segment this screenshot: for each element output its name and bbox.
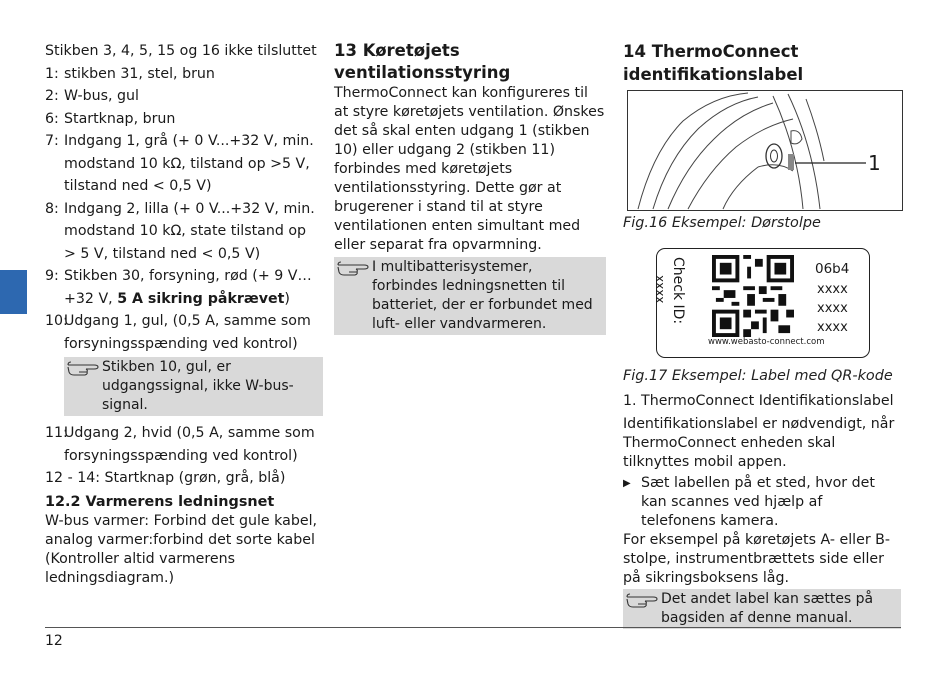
page-number: 12 (45, 633, 63, 649)
list-item-9 (45, 265, 320, 310)
item-number: 6: (45, 110, 59, 127)
item-text: Stikben 30, forsyning, rød (+ 9 V…+32 V, (64, 268, 312, 307)
list-item-10 (45, 310, 320, 355)
pin-list-item (45, 198, 320, 266)
label-url: www.webasto-connect.com (708, 337, 825, 347)
item-number: 7: (45, 133, 59, 149)
qr-label-figure (653, 248, 870, 358)
qr-code (712, 255, 794, 337)
pin-list (45, 63, 320, 266)
column-3 (623, 40, 901, 86)
bullet-text: Sæt labellen på et sted, hvor det kan scannes ved hjælp af telefonens kamera. (641, 474, 875, 529)
column-1 (45, 40, 320, 588)
pin-list-item (45, 108, 320, 131)
item-bold-text: 5 A sikring påkrævet (117, 290, 285, 307)
door-pillar-drawing (628, 91, 902, 210)
note-box (334, 257, 606, 335)
section-heading: 12.2 Varmerens ledningsnet (45, 493, 275, 510)
paragraph: Identifikationslabel er nødvendigt, når ThermoConnect enheden skal tilknyttes mobil appen. (623, 415, 895, 470)
check-id-text: Check ID: (670, 257, 686, 325)
note-text: Det andet label kan sættes på bagsiden af denne manual. (661, 590, 874, 626)
column-3-body (623, 390, 901, 631)
figure-legend-item: 1. ThermoConnect Identifikationslabel (623, 393, 894, 409)
list-item-12: 12 - 14: Startknap (grøn, grå, blå) (45, 470, 286, 486)
section-text: ThermoConnect kan konfigureres til at styre køretøjets ventilation. Ønskes det så skal enten udgang 1 (stikben 10) eller udgang 2 (stikben 11) forbindes med køretøjets ventilationsstyring. Dette gør at brugerener i stand til at styre ventilationen enten simultant med eller separat fra opvarmning. (334, 85, 605, 253)
pin-list-item (45, 130, 320, 198)
pointing-hand-icon (67, 360, 99, 376)
qr-label-small (788, 154, 794, 170)
item-number: 8: (45, 200, 59, 217)
item-text: Startknap, brun (64, 110, 176, 127)
intro-text: Stikben 3, 4, 5, 15 og 16 ikke tilsluttet (45, 43, 317, 59)
section-heading: 14 ThermoConnect identifikationslabel (623, 42, 804, 84)
item-text: Udgang 2, hvid (0,5 A, samme som forsyningsspænding ved kontrol) (64, 425, 315, 464)
pin-list-item (45, 85, 320, 108)
paragraph: For eksempel på køretøjets A- eller B-stolpe, instrumentbrættets side eller på sikringsboksens låg. (623, 531, 891, 586)
item-number: 9: (45, 268, 59, 284)
item-text: W-bus, gul (64, 88, 139, 104)
bullet-arrow-icon: ▶ (623, 477, 631, 489)
label-line: xxxx (817, 320, 848, 335)
item-number: 1: (45, 65, 59, 82)
note-text: I multibatterisystemer, forbindes ledningsnetten til batteriet, der er forbundet med luft- eller vandvarmeren. (372, 259, 593, 332)
item-number: 2: (45, 88, 59, 104)
note-text: Stikben 10, gul, er udgangssignal, ikke W-bus-signal. (102, 359, 294, 413)
section-text: W-bus varmer: Forbind det gule kabel, analog varmer:forbind det sorte kabel (Kontroller altid varmerens ledningsdiagram.) (45, 512, 318, 586)
pin-list-item (45, 63, 320, 86)
note-box (64, 357, 323, 416)
section-heading: 13 Køretøjets ventilationsstyring (334, 41, 511, 82)
check-id-value: xxxx (653, 275, 667, 304)
pointing-hand-icon (337, 260, 369, 276)
item-suffix: ) (284, 290, 290, 307)
column-2 (334, 40, 606, 337)
item-text: Indgang 2, lilla (+ 0 V...+32 V, min. modstand 10 kΩ, state tilstand op > 5 V, tilstand ned < 0,5 V) (64, 200, 315, 262)
label-code: 06b4 (815, 261, 850, 277)
label-line: xxxx (817, 282, 848, 297)
label-lines (817, 280, 848, 337)
item-number: 11: (45, 425, 68, 441)
item-text: stikben 31, stel, brun (64, 65, 215, 82)
label-line: xxxx (817, 301, 848, 316)
note-box (623, 589, 901, 629)
figure-caption: Fig.16 Eksempel: Dørstolpe (623, 215, 821, 231)
list-item-11 (45, 422, 320, 467)
item-text: Udgang 1, gul, (0,5 A, samme som forsyningsspænding ved kontrol) (64, 313, 311, 352)
door-pillar-figure (627, 90, 903, 211)
footer-rule (45, 627, 901, 628)
pointing-hand-icon (626, 592, 658, 608)
item-text: Indgang 1, grå (+ 0 V...+32 V, min. modstand 10 kΩ, tilstand op >5 V, tilstand ned < 0,5 V) (64, 133, 314, 194)
figure-caption: Fig.17 Eksempel: Label med QR-kode (623, 368, 893, 384)
item-number: 10: (45, 313, 68, 329)
callout-number: 1 (868, 151, 881, 175)
chapter-tab (0, 270, 27, 314)
bullet-item (623, 474, 901, 531)
